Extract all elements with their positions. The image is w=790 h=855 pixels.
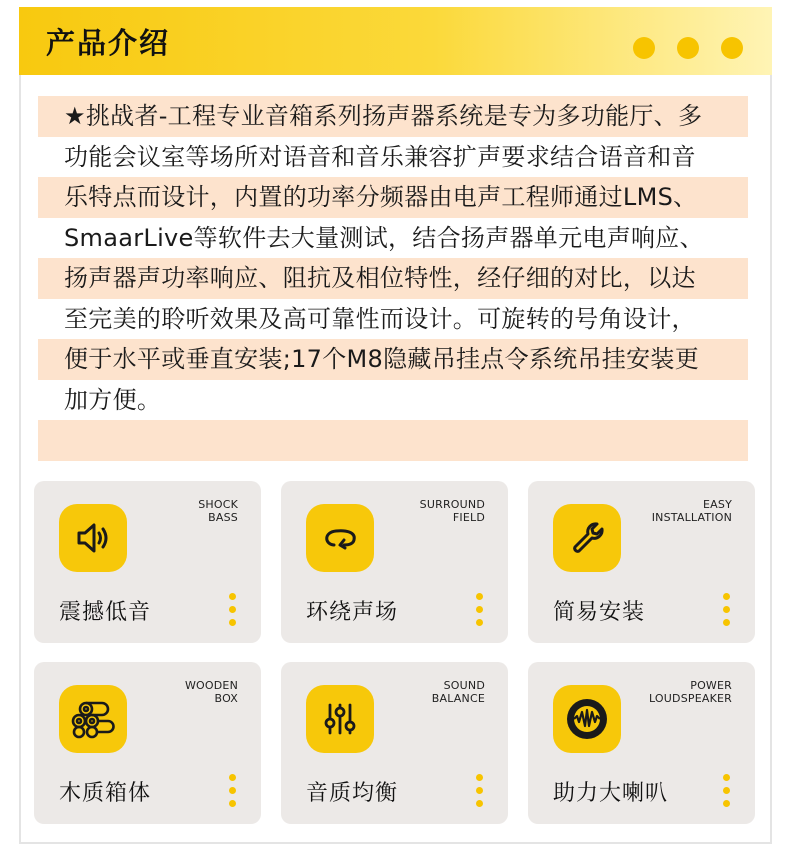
more-icon[interactable]: [476, 593, 484, 629]
feature-name: 震撼低音: [59, 600, 152, 625]
feature-name: 环绕声场: [306, 600, 399, 625]
more-icon[interactable]: [723, 774, 731, 810]
more-icon[interactable]: [723, 593, 731, 629]
header-dot: [677, 37, 699, 59]
intro-line: 便于水平或垂直安装;17个M8隐藏吊挂点令系统吊挂安装更: [38, 339, 748, 380]
intro-line: 乐特点而设计，内置的功率分频器由电声工程师通过LMS、: [38, 177, 748, 218]
speaker-icon: [59, 504, 127, 572]
wood-logs-icon: [59, 685, 127, 753]
feature-card-easy-installation[interactable]: [528, 481, 755, 643]
more-icon[interactable]: [229, 774, 237, 810]
more-icon[interactable]: [229, 593, 237, 629]
feature-en-label: POWER LOUDSPEAKER: [648, 679, 732, 705]
intro-line: 至完美的聆听效果及高可靠性而设计。可旋转的号角设计，: [64, 304, 696, 333]
more-icon[interactable]: [476, 774, 484, 810]
header-dot: [633, 37, 655, 59]
wrench-icon: [553, 504, 621, 572]
feature-card-wooden-box[interactable]: [34, 662, 261, 824]
feature-card-power-loudspeaker[interactable]: [528, 662, 755, 824]
equalizer-icon: [306, 685, 374, 753]
feature-en-label: SOUND BALANCE: [431, 679, 485, 705]
feature-en-label: SURROUND FIELD: [419, 498, 485, 524]
surround-icon: [306, 504, 374, 572]
feature-card-sound-balance[interactable]: [281, 662, 508, 824]
intro-line: 扬声器声功率响应、阻抗及相位特性，经仔细的对比，以达: [38, 258, 748, 299]
intro-spacer: [38, 420, 748, 461]
intro-line: 加方便。: [64, 385, 162, 414]
intro-line: SmaarLive等软件去大量测试，结合扬声器单元电声响应、: [64, 223, 704, 252]
feature-card-surround-field[interactable]: [281, 481, 508, 643]
feature-name: 助力大喇叭: [553, 781, 669, 806]
section-title: 产品介绍: [46, 26, 171, 60]
feature-en-label: SHOCK BASS: [198, 498, 238, 524]
feature-en-label: EASY INSTALLATION: [651, 498, 732, 524]
intro-text: [38, 96, 748, 461]
feature-name: 木质箱体: [59, 781, 152, 806]
loudspeaker-icon: [553, 685, 621, 753]
header-dot: [721, 37, 743, 59]
feature-card-shock-bass[interactable]: [34, 481, 261, 643]
feature-name: 音质均衡: [306, 781, 399, 806]
feature-en-label: WOODEN BOX: [184, 679, 238, 705]
section-header: [19, 7, 772, 75]
intro-line: ★挑战者-工程专业音箱系列扬声器系统是专为多功能厅、多: [38, 96, 748, 137]
intro-line: 功能会议室等场所对语音和音乐兼容扩声要求结合语音和音: [64, 142, 696, 171]
feature-name: 简易安装: [553, 600, 646, 625]
